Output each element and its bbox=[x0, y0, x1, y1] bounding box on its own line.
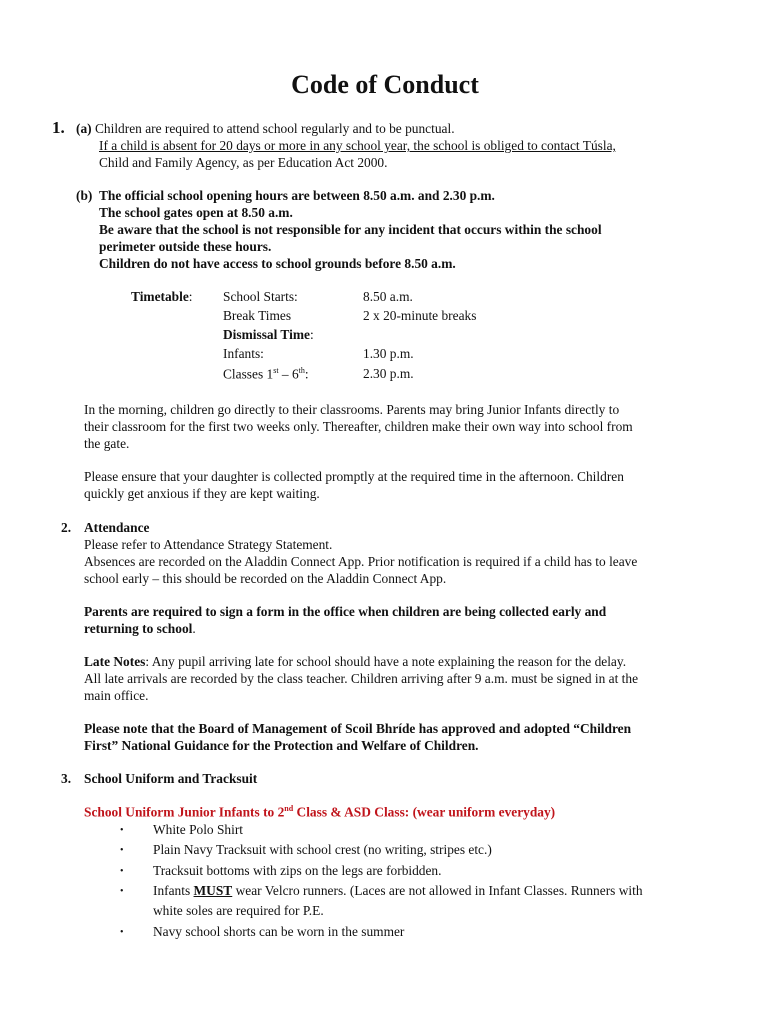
timetable-dismissal-label: Dismissal Time: bbox=[223, 327, 314, 342]
timetable-row-right: 1.30 p.m. bbox=[363, 346, 414, 361]
section-2-number: 2. bbox=[61, 520, 72, 535]
list-item: Plain Navy Tracksuit with school crest (no writing, stripes etc.) bbox=[153, 842, 492, 857]
board-notice-line: First” National Guidance for the Protection and Welfare of Children. bbox=[84, 738, 479, 753]
section-1a-label: (a) bbox=[76, 121, 92, 136]
timetable-row-right: 8.50 a.m. bbox=[363, 289, 413, 304]
timetable-row-left: Break Times bbox=[223, 308, 292, 323]
section-3-heading: School Uniform and Tracksuit bbox=[84, 771, 258, 786]
paragraph-line: Please ensure that your daughter is collected promptly at the required time in the afternoon. Children bbox=[84, 469, 624, 484]
section-1b-label: (b) bbox=[76, 188, 93, 203]
paragraph-line: main office. bbox=[84, 688, 149, 703]
paragraph-line: Absences are recorded on the Aladdin Connect App. Prior notification is required if a child has to leave bbox=[84, 554, 638, 569]
paragraph-line: the gate. bbox=[84, 436, 130, 451]
section-1b-line: The official school opening hours are between 8.50 a.m. and 2.30 p.m. bbox=[99, 188, 495, 203]
paragraph-line: their classroom for the first two weeks only. Thereafter, children make their own way into school from bbox=[84, 419, 633, 434]
bold-notice-line: returning to school. bbox=[84, 621, 196, 636]
section-1a-line bbox=[76, 121, 455, 137]
timetable-label: Timetable: bbox=[131, 289, 193, 304]
section-1b-line: Be aware that the school is not responsible for any incident that occurs within the school bbox=[99, 222, 602, 237]
uniform-subheading: School Uniform Junior Infants to 2nd Class & ASD Class: (wear uniform everyday) bbox=[84, 804, 556, 820]
section-1b-line: perimeter outside these hours. bbox=[99, 239, 272, 254]
section-1a-text: Children are required to attend school regularly and to be punctual. bbox=[94, 121, 455, 136]
timetable-row-right: 2.30 p.m. bbox=[363, 366, 414, 381]
paragraph-line: school early – this should be recorded on the Aladdin Connect App. bbox=[84, 571, 447, 586]
paragraph-line: quickly get anxious if they are kept waiting. bbox=[84, 486, 320, 501]
board-notice-line: Please note that the Board of Management of Scoil Bhríde has approved and adopted “Children bbox=[84, 721, 632, 736]
bullet-icon: • bbox=[120, 866, 124, 877]
section-1-number: 1. bbox=[52, 118, 65, 137]
section-3-number: 3. bbox=[61, 771, 72, 786]
timetable-row-right: 2 x 20-minute breaks bbox=[363, 308, 477, 323]
section-1a-underlined: If a child is absent for 20 days or more in any school year, the school is obliged to contact Túsla, bbox=[99, 138, 616, 153]
paragraph-line: Please refer to Attendance Strategy Statement. bbox=[84, 537, 333, 552]
section-1b-line: The school gates open at 8.50 a.m. bbox=[99, 205, 293, 220]
timetable-classes-label: Classes 1st – 6th: bbox=[223, 366, 309, 382]
paragraph-line: In the morning, children go directly to their classrooms. Parents may bring Junior Infants directly to bbox=[84, 402, 620, 417]
bullet-icon: • bbox=[120, 825, 124, 836]
list-item: White Polo Shirt bbox=[153, 822, 244, 837]
page-title: Code of Conduct bbox=[291, 70, 479, 99]
timetable-row-left: Infants: bbox=[223, 346, 264, 361]
list-item: Navy school shorts can be worn in the summer bbox=[153, 924, 405, 939]
bullet-icon: • bbox=[120, 886, 124, 897]
section-1b-line: Children do not have access to school grounds before 8.50 a.m. bbox=[99, 256, 456, 271]
timetable-row-left: School Starts: bbox=[223, 289, 298, 304]
section-2-heading: Attendance bbox=[84, 520, 150, 535]
bullet-icon: • bbox=[120, 927, 124, 938]
paragraph-line: All late arrivals are recorded by the class teacher. Children arriving after 9 a.m. must be signed in at the bbox=[84, 671, 639, 686]
section-1a-line3: Child and Family Agency, as per Education Act 2000. bbox=[99, 155, 388, 170]
list-item: Tracksuit bottoms with zips on the legs are forbidden. bbox=[153, 863, 442, 878]
late-notes-line: Late Notes: Any pupil arriving late for school should have a note explaining the reason for the delay. bbox=[84, 654, 627, 669]
list-item: Infants MUST wear Velcro runners. (Laces are not allowed in Infant Classes. Runners with bbox=[153, 883, 643, 898]
bold-notice-line: Parents are required to sign a form in the office when children are being collected early and bbox=[84, 604, 607, 619]
bullet-icon: • bbox=[120, 845, 124, 856]
list-item-continuation: white soles are required for P.E. bbox=[153, 903, 324, 918]
